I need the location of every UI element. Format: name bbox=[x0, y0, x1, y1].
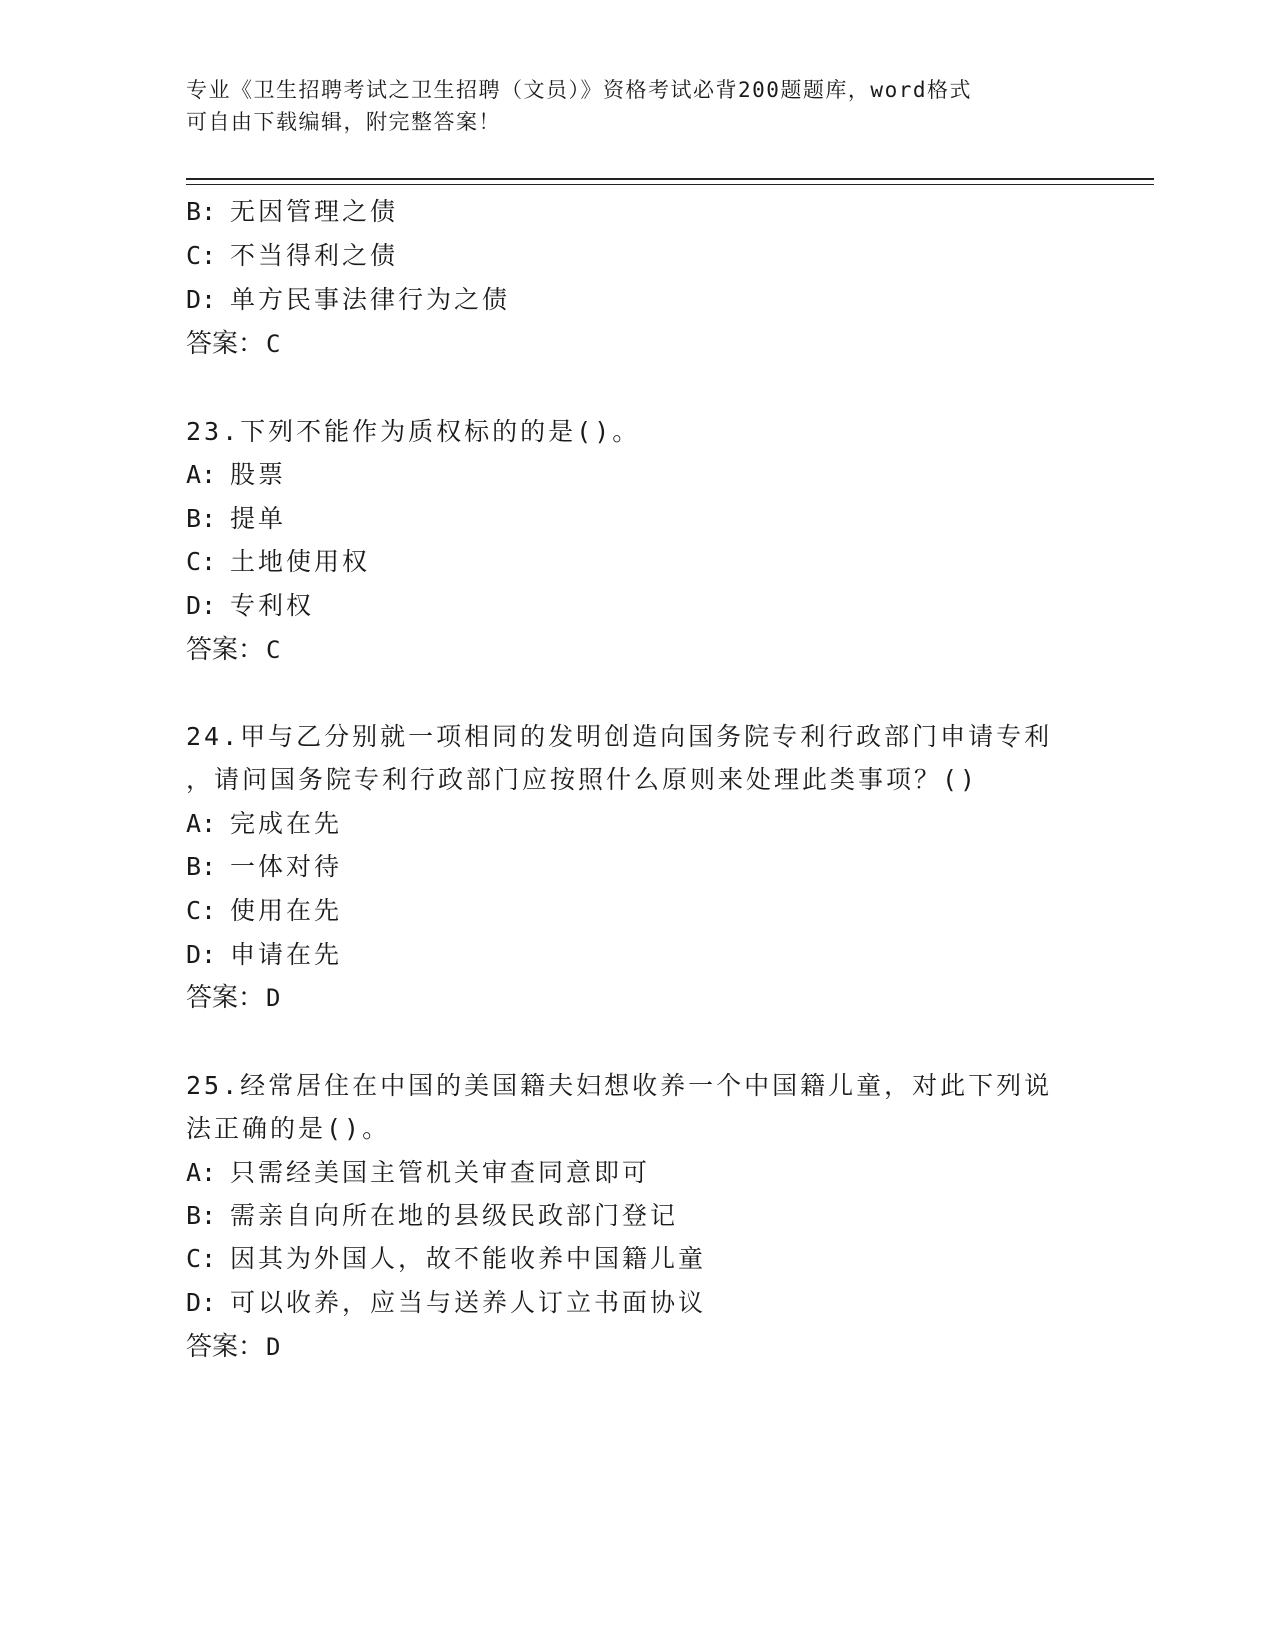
option-letter: A: bbox=[186, 809, 217, 838]
question-stem-continued: 法正确的是()。 bbox=[186, 1114, 391, 1143]
answer-line bbox=[186, 978, 280, 1018]
option-text: 申请在先 bbox=[230, 940, 343, 969]
option-text: 专利权 bbox=[230, 591, 315, 620]
question-stem: 25.经常居住在中国的美国籍夫妇想收养一个中国籍儿童，对此下列说 bbox=[186, 1071, 1053, 1100]
option-letter: D: bbox=[186, 940, 217, 969]
option-a bbox=[186, 1153, 650, 1193]
option-letter: C: bbox=[186, 896, 217, 925]
answer-label: 答案： bbox=[186, 1332, 265, 1362]
answer-value: C bbox=[266, 330, 281, 358]
option-text: 提单 bbox=[230, 504, 287, 533]
option-c bbox=[186, 1239, 706, 1279]
option-d bbox=[186, 280, 510, 320]
answer-value: D bbox=[266, 1333, 281, 1361]
option-letter: D: bbox=[186, 1288, 217, 1317]
option-text: 需亲自向所在地的县级民政部门登记 bbox=[230, 1201, 679, 1230]
option-letter: A: bbox=[186, 460, 217, 489]
option-text: 一体对待 bbox=[230, 852, 343, 881]
option-text: 土地使用权 bbox=[230, 547, 371, 576]
option-letter: C: bbox=[186, 1244, 217, 1273]
option-text: 因其为外国人，故不能收养中国籍儿童 bbox=[230, 1244, 707, 1273]
option-b bbox=[186, 847, 342, 887]
option-letter: B: bbox=[186, 197, 217, 226]
answer-label: 答案： bbox=[186, 983, 265, 1013]
option-letter: B: bbox=[186, 1201, 217, 1230]
option-a bbox=[186, 804, 342, 844]
option-c bbox=[186, 236, 398, 276]
document-header bbox=[186, 74, 1086, 138]
option-text: 可以收养，应当与送养人订立书面协议 bbox=[230, 1288, 707, 1317]
option-letter: D: bbox=[186, 285, 217, 314]
option-text: 单方民事法律行为之债 bbox=[230, 285, 511, 314]
option-text: 不当得利之债 bbox=[230, 241, 399, 270]
option-text: 完成在先 bbox=[230, 809, 343, 838]
option-letter: A: bbox=[186, 1158, 217, 1187]
header-divider-thin bbox=[186, 184, 1154, 185]
option-letter: D: bbox=[186, 591, 217, 620]
option-c bbox=[186, 542, 370, 582]
option-c bbox=[186, 891, 342, 931]
option-d bbox=[186, 586, 314, 626]
option-b bbox=[186, 1196, 678, 1236]
header-line-1: 专业《卫生招聘考试之卫生招聘（文员）》资格考试必背200题题库，word格式 bbox=[186, 78, 972, 102]
option-d bbox=[186, 935, 342, 975]
answer-value: C bbox=[266, 636, 281, 664]
answer-line bbox=[186, 630, 280, 670]
option-a bbox=[186, 455, 286, 495]
answer-line bbox=[186, 324, 280, 364]
option-text: 使用在先 bbox=[230, 896, 343, 925]
answer-value: D bbox=[266, 984, 281, 1012]
header-divider-thick bbox=[186, 178, 1154, 180]
option-letter: C: bbox=[186, 241, 217, 270]
option-text: 只需经美国主管机关审查同意即可 bbox=[230, 1158, 651, 1187]
option-letter: B: bbox=[186, 504, 217, 533]
question-stem: 24.甲与乙分别就一项相同的发明创造向国务院专利行政部门申请专利 bbox=[186, 722, 1053, 751]
option-b bbox=[186, 192, 398, 232]
header-line-2: 可自由下载编辑，附完整答案！ bbox=[186, 110, 501, 134]
question-stem-continued: ，请问国务院专利行政部门应按照什么原则来处理此类事项？() bbox=[186, 765, 979, 794]
answer-label: 答案： bbox=[186, 635, 265, 665]
option-letter: C: bbox=[186, 547, 217, 576]
answer-label: 答案： bbox=[186, 329, 265, 359]
option-d bbox=[186, 1283, 706, 1323]
option-text: 无因管理之债 bbox=[230, 197, 399, 226]
option-text: 股票 bbox=[230, 460, 287, 489]
answer-line bbox=[186, 1327, 280, 1367]
option-letter: B: bbox=[186, 852, 217, 881]
option-b bbox=[186, 499, 286, 539]
question-stem: 23.下列不能作为质权标的的是()。 bbox=[186, 417, 641, 446]
